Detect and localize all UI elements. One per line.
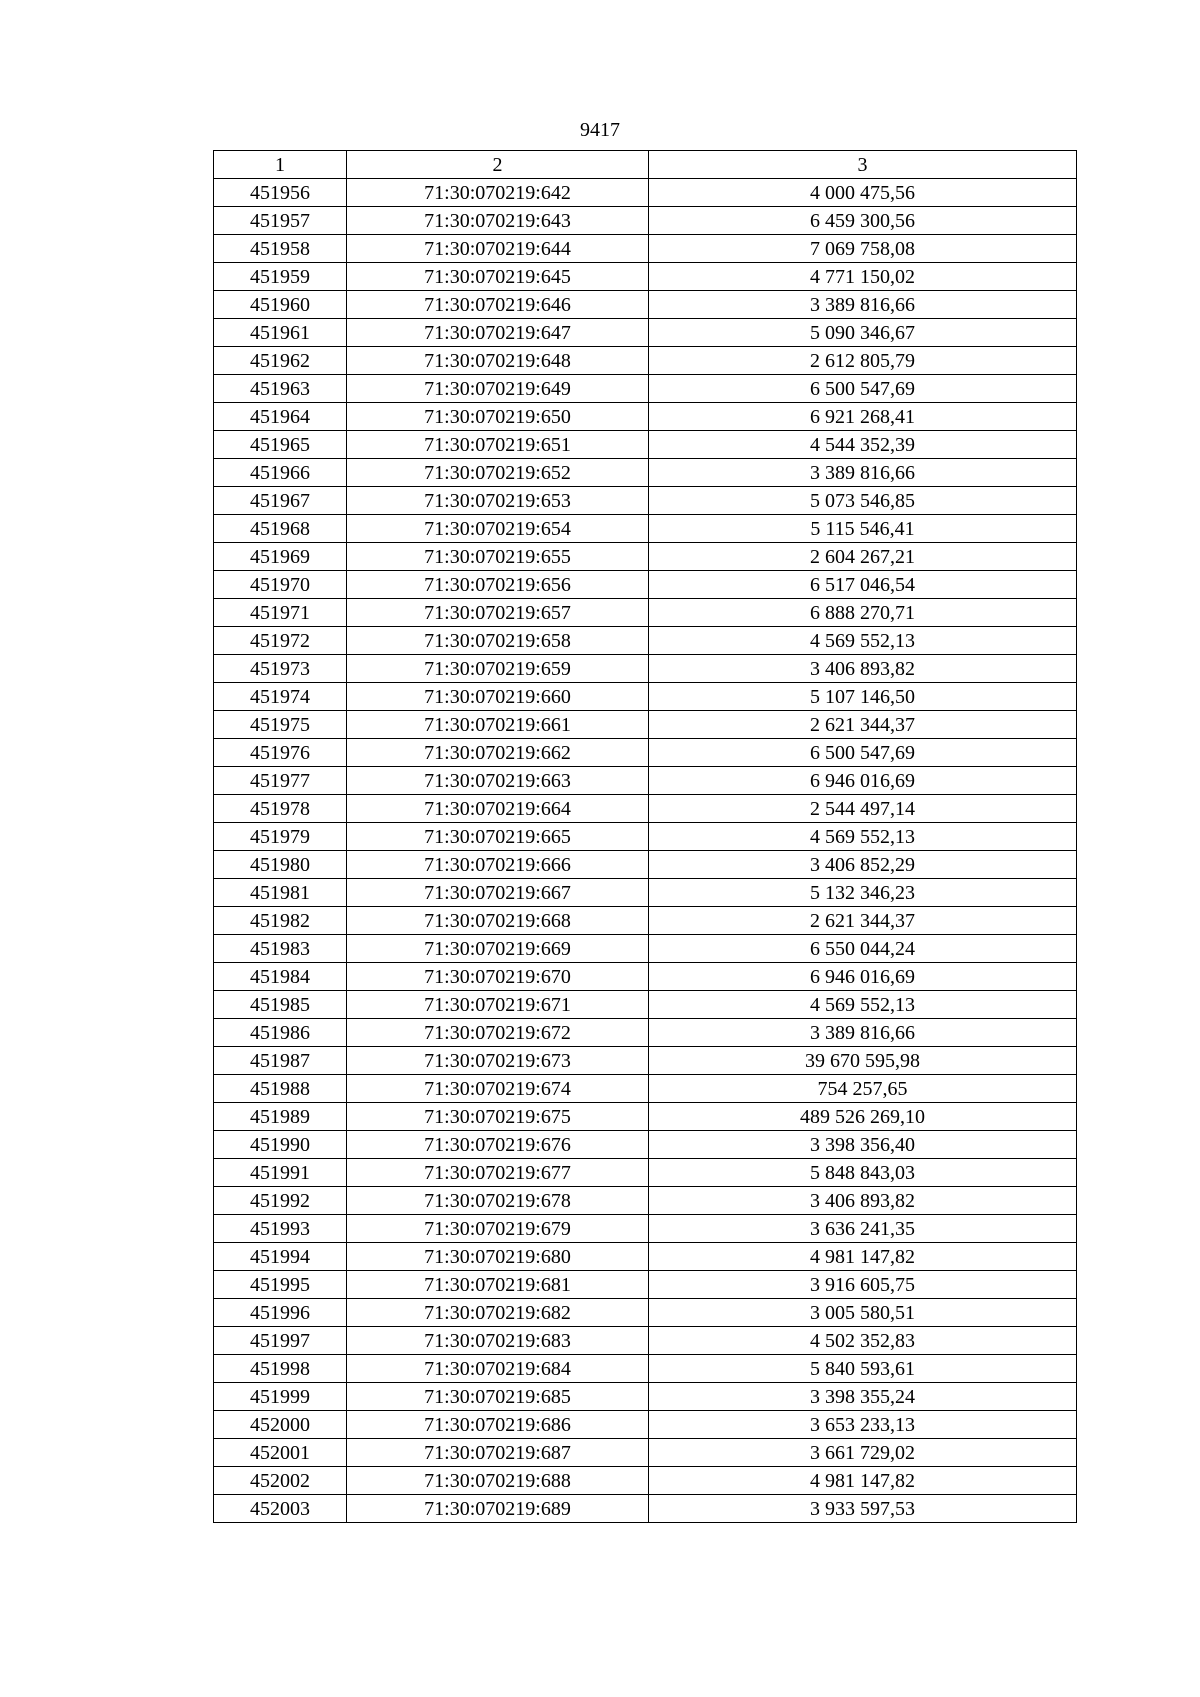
- cadastral-number-cell: 71:30:070219:664: [347, 795, 649, 823]
- table-row: [214, 1327, 1077, 1355]
- table-row: [214, 431, 1077, 459]
- value-cell: 5 090 346,67: [649, 319, 1077, 347]
- table-row: [214, 1075, 1077, 1103]
- row-number-cell: 451985: [214, 991, 347, 1019]
- value-cell: 4 771 150,02: [649, 263, 1077, 291]
- table-row: [214, 291, 1077, 319]
- cadastral-number-cell: 71:30:070219:681: [347, 1271, 649, 1299]
- value-cell: 6 946 016,69: [649, 767, 1077, 795]
- value-cell: 5 848 843,03: [649, 1159, 1077, 1187]
- value-cell: 4 569 552,13: [649, 991, 1077, 1019]
- value-cell: 3 653 233,13: [649, 1411, 1077, 1439]
- cadastral-number-cell: 71:30:070219:660: [347, 683, 649, 711]
- row-number-cell: 451999: [214, 1383, 347, 1411]
- value-cell: 5 107 146,50: [649, 683, 1077, 711]
- table-row: [214, 655, 1077, 683]
- table-row: [214, 1467, 1077, 1495]
- table-row: [214, 1243, 1077, 1271]
- table-row: [214, 627, 1077, 655]
- cadastral-number-cell: 71:30:070219:658: [347, 627, 649, 655]
- value-cell: 5 073 546,85: [649, 487, 1077, 515]
- value-cell: 3 389 816,66: [649, 291, 1077, 319]
- row-number-cell: 451978: [214, 795, 347, 823]
- row-number-cell: 451957: [214, 207, 347, 235]
- table-row: [214, 403, 1077, 431]
- cadastral-number-cell: 71:30:070219:682: [347, 1299, 649, 1327]
- row-number-cell: 451965: [214, 431, 347, 459]
- row-number-cell: 451991: [214, 1159, 347, 1187]
- table-row: [214, 1271, 1077, 1299]
- row-number-cell: 451964: [214, 403, 347, 431]
- value-cell: 4 544 352,39: [649, 431, 1077, 459]
- row-number-cell: 451993: [214, 1215, 347, 1243]
- row-number-cell: 452002: [214, 1467, 347, 1495]
- row-number-cell: 451973: [214, 655, 347, 683]
- value-cell: 4 981 147,82: [649, 1243, 1077, 1271]
- row-number-cell: 451961: [214, 319, 347, 347]
- row-number-cell: 451988: [214, 1075, 347, 1103]
- cadastral-number-cell: 71:30:070219:672: [347, 1019, 649, 1047]
- cadastral-number-cell: 71:30:070219:668: [347, 907, 649, 935]
- table-row: [214, 543, 1077, 571]
- table-row: [214, 1103, 1077, 1131]
- value-cell: 3 406 893,82: [649, 1187, 1077, 1215]
- row-number-cell: 451970: [214, 571, 347, 599]
- cadastral-number-cell: 71:30:070219:644: [347, 235, 649, 263]
- row-number-cell: 451998: [214, 1355, 347, 1383]
- column-header-1: 1: [214, 151, 347, 179]
- cadastral-number-cell: 71:30:070219:662: [347, 739, 649, 767]
- table-row: [214, 459, 1077, 487]
- cadastral-number-cell: 71:30:070219:659: [347, 655, 649, 683]
- value-cell: 3 406 893,82: [649, 655, 1077, 683]
- row-number-cell: 451968: [214, 515, 347, 543]
- header-row: [214, 151, 1077, 179]
- row-number-cell: 451982: [214, 907, 347, 935]
- cadastral-number-cell: 71:30:070219:683: [347, 1327, 649, 1355]
- row-number-cell: 451967: [214, 487, 347, 515]
- table-row: [214, 375, 1077, 403]
- cadastral-number-cell: 71:30:070219:688: [347, 1467, 649, 1495]
- table-body: [214, 179, 1077, 1523]
- cadastral-number-cell: 71:30:070219:673: [347, 1047, 649, 1075]
- value-cell: 2 604 267,21: [649, 543, 1077, 571]
- cadastral-number-cell: 71:30:070219:642: [347, 179, 649, 207]
- table-header: [214, 151, 1077, 179]
- row-number-cell: 451984: [214, 963, 347, 991]
- row-number-cell: 452003: [214, 1495, 347, 1523]
- table-row: [214, 1047, 1077, 1075]
- table-row: [214, 1411, 1077, 1439]
- row-number-cell: 451966: [214, 459, 347, 487]
- cadastral-number-cell: 71:30:070219:653: [347, 487, 649, 515]
- cadastral-number-cell: 71:30:070219:663: [347, 767, 649, 795]
- value-cell: 6 550 044,24: [649, 935, 1077, 963]
- row-number-cell: 451975: [214, 711, 347, 739]
- row-number-cell: 451997: [214, 1327, 347, 1355]
- table-row: [214, 1159, 1077, 1187]
- table-row: [214, 599, 1077, 627]
- row-number-cell: 451972: [214, 627, 347, 655]
- row-number-cell: 451977: [214, 767, 347, 795]
- cadastral-number-cell: 71:30:070219:648: [347, 347, 649, 375]
- value-cell: 6 500 547,69: [649, 375, 1077, 403]
- row-number-cell: 451983: [214, 935, 347, 963]
- table-row: [214, 851, 1077, 879]
- value-cell: 2 621 344,37: [649, 711, 1077, 739]
- value-cell: 39 670 595,98: [649, 1047, 1077, 1075]
- row-number-cell: 451995: [214, 1271, 347, 1299]
- table-row: [214, 347, 1077, 375]
- value-cell: 6 459 300,56: [649, 207, 1077, 235]
- value-cell: 2 612 805,79: [649, 347, 1077, 375]
- table-row: [214, 1187, 1077, 1215]
- value-cell: 3 661 729,02: [649, 1439, 1077, 1467]
- table-row: [214, 1299, 1077, 1327]
- cadastral-number-cell: 71:30:070219:646: [347, 291, 649, 319]
- cadastral-number-cell: 71:30:070219:676: [347, 1131, 649, 1159]
- table-row: [214, 571, 1077, 599]
- cadastral-number-cell: 71:30:070219:643: [347, 207, 649, 235]
- row-number-cell: 451980: [214, 851, 347, 879]
- table-row: [214, 1019, 1077, 1047]
- value-cell: 3 916 605,75: [649, 1271, 1077, 1299]
- value-cell: 3 389 816,66: [649, 459, 1077, 487]
- row-number-cell: 451976: [214, 739, 347, 767]
- row-number-cell: 451974: [214, 683, 347, 711]
- cadastral-number-cell: 71:30:070219:670: [347, 963, 649, 991]
- row-number-cell: 451956: [214, 179, 347, 207]
- column-header-3: 3: [649, 151, 1077, 179]
- table-row: [214, 515, 1077, 543]
- value-cell: 4 000 475,56: [649, 179, 1077, 207]
- table-row: [214, 963, 1077, 991]
- table-row: [214, 1355, 1077, 1383]
- row-number-cell: 451990: [214, 1131, 347, 1159]
- cadastral-number-cell: 71:30:070219:657: [347, 599, 649, 627]
- cadastral-number-cell: 71:30:070219:678: [347, 1187, 649, 1215]
- cadastral-number-cell: 71:30:070219:649: [347, 375, 649, 403]
- value-cell: 3 398 355,24: [649, 1383, 1077, 1411]
- cadastral-number-cell: 71:30:070219:665: [347, 823, 649, 851]
- row-number-cell: 451959: [214, 263, 347, 291]
- table-row: [214, 1495, 1077, 1523]
- row-number-cell: 451981: [214, 879, 347, 907]
- row-number-cell: 451996: [214, 1299, 347, 1327]
- table-row: [214, 991, 1077, 1019]
- cadastral-number-cell: 71:30:070219:647: [347, 319, 649, 347]
- value-cell: 754 257,65: [649, 1075, 1077, 1103]
- value-cell: 6 888 270,71: [649, 599, 1077, 627]
- value-cell: 4 502 352,83: [649, 1327, 1077, 1355]
- value-cell: 3 005 580,51: [649, 1299, 1077, 1327]
- row-number-cell: 451958: [214, 235, 347, 263]
- value-cell: 489 526 269,10: [649, 1103, 1077, 1131]
- cadastral-number-cell: 71:30:070219:684: [347, 1355, 649, 1383]
- row-number-cell: 451962: [214, 347, 347, 375]
- table-row: [214, 487, 1077, 515]
- cadastral-number-cell: 71:30:070219:661: [347, 711, 649, 739]
- table-row: [214, 907, 1077, 935]
- row-number-cell: 451969: [214, 543, 347, 571]
- row-number-cell: 451979: [214, 823, 347, 851]
- cadastral-number-cell: 71:30:070219:667: [347, 879, 649, 907]
- table-row: [214, 1383, 1077, 1411]
- cadastral-number-cell: 71:30:070219:654: [347, 515, 649, 543]
- value-cell: 4 981 147,82: [649, 1467, 1077, 1495]
- value-cell: 4 569 552,13: [649, 627, 1077, 655]
- table-row: [214, 935, 1077, 963]
- cadastral-number-cell: 71:30:070219:645: [347, 263, 649, 291]
- row-number-cell: 451989: [214, 1103, 347, 1131]
- table-row: [214, 795, 1077, 823]
- cadastral-number-cell: 71:30:070219:679: [347, 1215, 649, 1243]
- cadastral-number-cell: 71:30:070219:650: [347, 403, 649, 431]
- value-cell: 6 500 547,69: [649, 739, 1077, 767]
- column-header-2: 2: [347, 151, 649, 179]
- table-row: [214, 1131, 1077, 1159]
- value-cell: 6 517 046,54: [649, 571, 1077, 599]
- cadastral-number-cell: 71:30:070219:671: [347, 991, 649, 1019]
- cadastral-number-cell: 71:30:070219:651: [347, 431, 649, 459]
- cadastral-number-cell: 71:30:070219:677: [347, 1159, 649, 1187]
- cadastral-number-cell: 71:30:070219:675: [347, 1103, 649, 1131]
- table-row: [214, 319, 1077, 347]
- cadastral-number-cell: 71:30:070219:666: [347, 851, 649, 879]
- table-row: [214, 179, 1077, 207]
- value-cell: 5 840 593,61: [649, 1355, 1077, 1383]
- row-number-cell: 451963: [214, 375, 347, 403]
- table-row: [214, 767, 1077, 795]
- cadastral-number-cell: 71:30:070219:669: [347, 935, 649, 963]
- value-cell: 3 933 597,53: [649, 1495, 1077, 1523]
- table-row: [214, 711, 1077, 739]
- table-row: [214, 207, 1077, 235]
- table-row: [214, 683, 1077, 711]
- cadastral-number-cell: 71:30:070219:686: [347, 1411, 649, 1439]
- page-number: 9417: [580, 119, 620, 141]
- value-cell: 2 621 344,37: [649, 907, 1077, 935]
- cadastral-number-cell: 71:30:070219:655: [347, 543, 649, 571]
- cadastral-number-cell: 71:30:070219:689: [347, 1495, 649, 1523]
- table-row: [214, 263, 1077, 291]
- table-row: [214, 879, 1077, 907]
- table-row: [214, 823, 1077, 851]
- cadastral-number-cell: 71:30:070219:685: [347, 1383, 649, 1411]
- row-number-cell: 452001: [214, 1439, 347, 1467]
- value-cell: 4 569 552,13: [649, 823, 1077, 851]
- cadastral-number-cell: 71:30:070219:656: [347, 571, 649, 599]
- value-cell: 3 398 356,40: [649, 1131, 1077, 1159]
- value-cell: 3 406 852,29: [649, 851, 1077, 879]
- table-row: [214, 1439, 1077, 1467]
- value-cell: 5 132 346,23: [649, 879, 1077, 907]
- table-row: [214, 235, 1077, 263]
- cadastral-number-cell: 71:30:070219:674: [347, 1075, 649, 1103]
- value-cell: 2 544 497,14: [649, 795, 1077, 823]
- cadastral-number-cell: 71:30:070219:652: [347, 459, 649, 487]
- row-number-cell: 452000: [214, 1411, 347, 1439]
- row-number-cell: 451992: [214, 1187, 347, 1215]
- table-row: [214, 1215, 1077, 1243]
- table-row: [214, 739, 1077, 767]
- value-cell: 6 921 268,41: [649, 403, 1077, 431]
- cadastral-number-cell: 71:30:070219:680: [347, 1243, 649, 1271]
- value-cell: 7 069 758,08: [649, 235, 1077, 263]
- row-number-cell: 451987: [214, 1047, 347, 1075]
- value-cell: 3 636 241,35: [649, 1215, 1077, 1243]
- value-cell: 5 115 546,41: [649, 515, 1077, 543]
- value-cell: 3 389 816,66: [649, 1019, 1077, 1047]
- registry-table: [213, 150, 1077, 1523]
- row-number-cell: 451986: [214, 1019, 347, 1047]
- value-cell: 6 946 016,69: [649, 963, 1077, 991]
- row-number-cell: 451971: [214, 599, 347, 627]
- cadastral-number-cell: 71:30:070219:687: [347, 1439, 649, 1467]
- row-number-cell: 451960: [214, 291, 347, 319]
- row-number-cell: 451994: [214, 1243, 347, 1271]
